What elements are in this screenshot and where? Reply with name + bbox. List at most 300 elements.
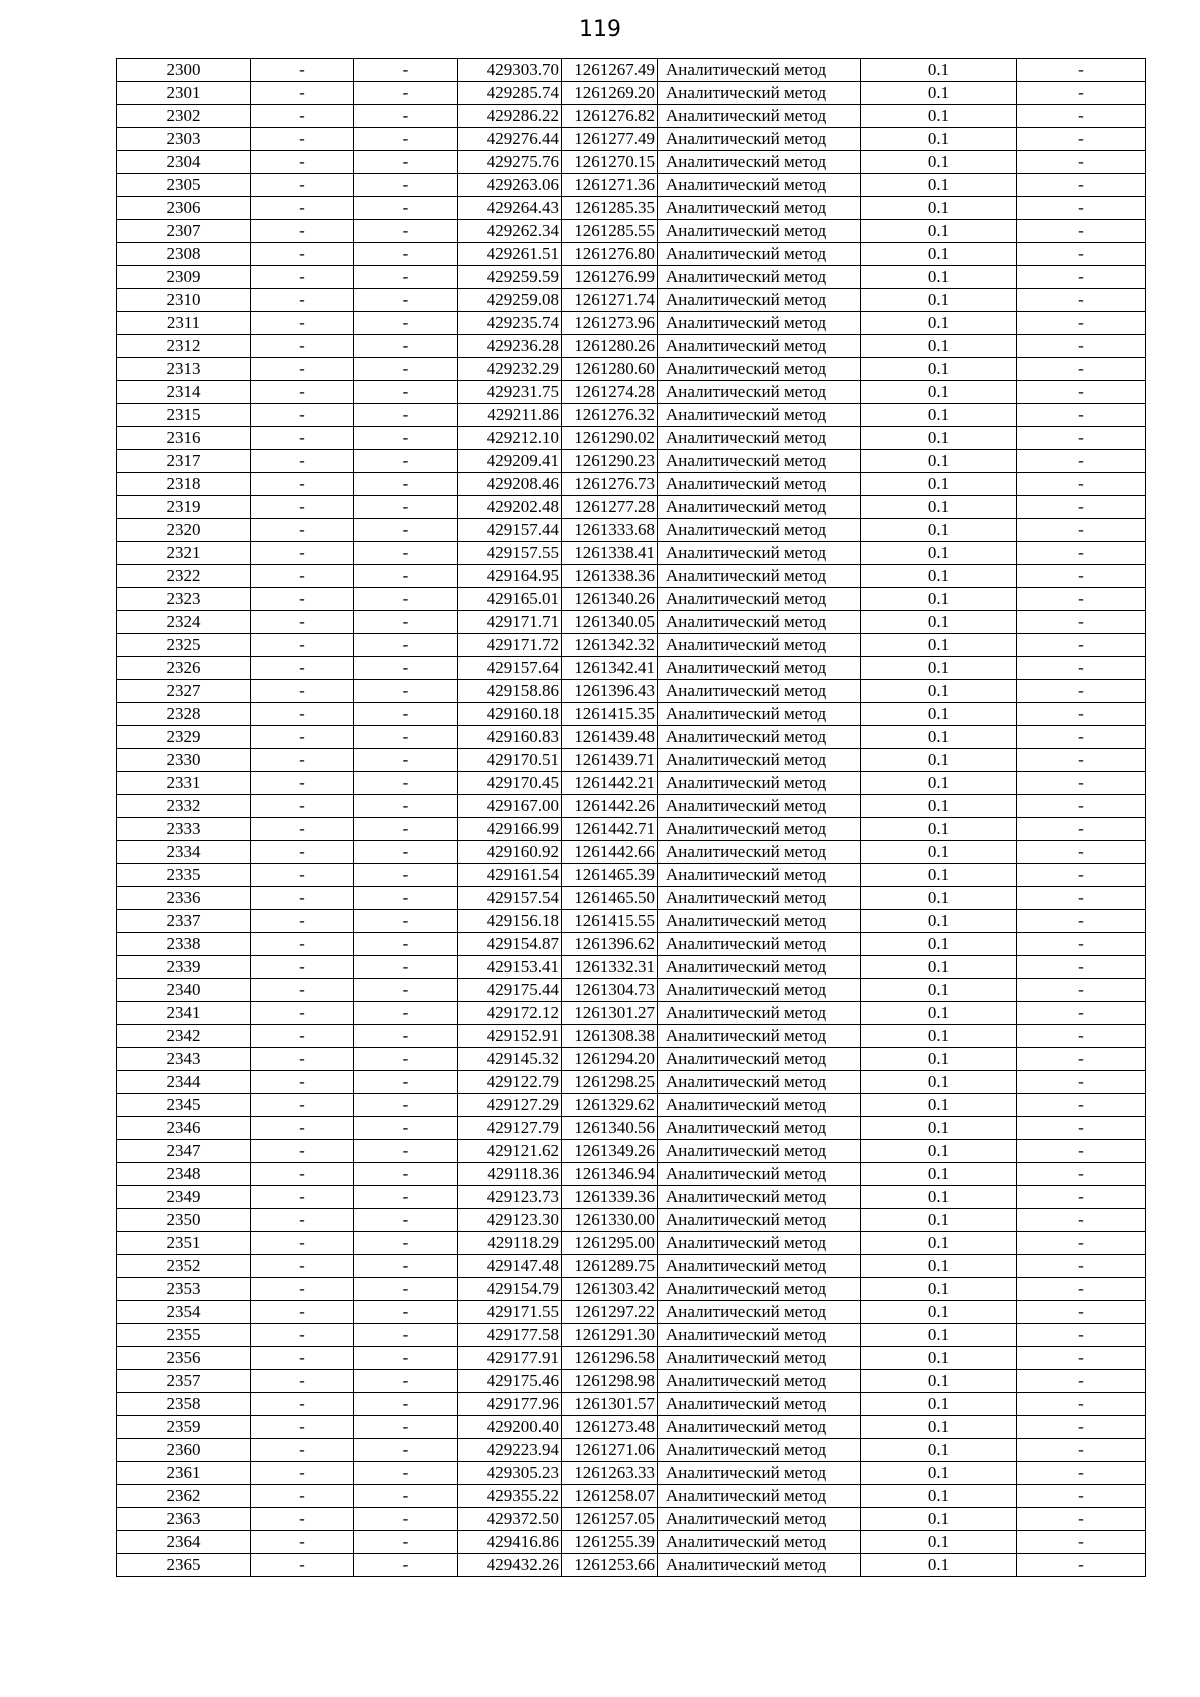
cell-accuracy: 0.1 [861,933,1017,956]
cell-column-8: - [1017,841,1146,864]
cell-column-2: - [251,1324,354,1347]
cell-column-8: - [1017,473,1146,496]
cell-column-3: - [354,933,458,956]
table-row [117,105,1146,128]
cell-coord-y: 1261340.56 [562,1117,658,1140]
cell-coord-y: 1261297.22 [562,1301,658,1324]
cell-column-8: - [1017,864,1146,887]
cell-column-3: - [354,1209,458,1232]
cell-coord-x: 429153.41 [458,956,562,979]
cell-column-8: - [1017,1439,1146,1462]
cell-column-2: - [251,243,354,266]
cell-column-3: - [354,197,458,220]
cell-method: Аналитический метод [658,450,861,473]
cell-coord-x: 429202.48 [458,496,562,519]
cell-accuracy: 0.1 [861,1255,1017,1278]
cell-coord-y: 1261269.20 [562,82,658,105]
cell-column-3: - [354,358,458,381]
cell-accuracy: 0.1 [861,657,1017,680]
table-row [117,795,1146,818]
table-row [117,1209,1146,1232]
table-row [117,1186,1146,1209]
cell-column-8: - [1017,312,1146,335]
cell-column-2: - [251,1370,354,1393]
cell-coord-x: 429127.29 [458,1094,562,1117]
cell-coord-y: 1261339.36 [562,1186,658,1209]
table-row [117,933,1146,956]
cell-method: Аналитический метод [658,772,861,795]
cell-coord-x: 429172.12 [458,1002,562,1025]
table-row [117,266,1146,289]
table-row [117,312,1146,335]
table-row [117,1117,1146,1140]
cell-point-number: 2324 [117,611,251,634]
table-row [117,703,1146,726]
cell-column-2: - [251,1462,354,1485]
cell-coord-x: 429171.71 [458,611,562,634]
cell-point-number: 2365 [117,1554,251,1577]
cell-method: Аналитический метод [658,634,861,657]
cell-accuracy: 0.1 [861,1094,1017,1117]
cell-column-3: - [354,1324,458,1347]
cell-column-3: - [354,450,458,473]
cell-point-number: 2354 [117,1301,251,1324]
cell-coord-x: 429275.76 [458,151,562,174]
cell-method: Аналитический метод [658,519,861,542]
cell-accuracy: 0.1 [861,979,1017,1002]
cell-point-number: 2353 [117,1278,251,1301]
cell-method: Аналитический метод [658,1025,861,1048]
cell-method: Аналитический метод [658,680,861,703]
table-row [117,1048,1146,1071]
cell-column-2: - [251,473,354,496]
table-row [117,887,1146,910]
cell-column-3: - [354,703,458,726]
cell-point-number: 2328 [117,703,251,726]
cell-column-2: - [251,312,354,335]
table-row [117,197,1146,220]
table-row [117,1439,1146,1462]
cell-column-8: - [1017,243,1146,266]
cell-column-3: - [354,542,458,565]
cell-coord-y: 1261346.94 [562,1163,658,1186]
cell-point-number: 2348 [117,1163,251,1186]
cell-column-3: - [354,1025,458,1048]
cell-coord-x: 429160.83 [458,726,562,749]
cell-method: Аналитический метод [658,1163,861,1186]
table-row [117,1163,1146,1186]
cell-coord-y: 1261280.26 [562,335,658,358]
cell-column-2: - [251,841,354,864]
cell-column-8: - [1017,1232,1146,1255]
cell-column-3: - [354,1232,458,1255]
cell-column-2: - [251,151,354,174]
cell-accuracy: 0.1 [861,1278,1017,1301]
cell-accuracy: 0.1 [861,956,1017,979]
cell-column-3: - [354,1508,458,1531]
cell-method: Аналитический метод [658,381,861,404]
cell-column-8: - [1017,450,1146,473]
cell-column-2: - [251,1531,354,1554]
cell-column-8: - [1017,1393,1146,1416]
cell-column-3: - [354,956,458,979]
cell-column-2: - [251,818,354,841]
cell-column-3: - [354,979,458,1002]
cell-point-number: 2326 [117,657,251,680]
cell-accuracy: 0.1 [861,1508,1017,1531]
table-row [117,381,1146,404]
table-row [117,1393,1146,1416]
cell-accuracy: 0.1 [861,887,1017,910]
cell-method: Аналитический метод [658,1370,861,1393]
cell-column-2: - [251,749,354,772]
cell-column-8: - [1017,1048,1146,1071]
cell-point-number: 2313 [117,358,251,381]
cell-method: Аналитический метод [658,1048,861,1071]
cell-column-2: - [251,1485,354,1508]
cell-coord-y: 1261253.66 [562,1554,658,1577]
cell-coord-y: 1261442.71 [562,818,658,841]
cell-column-2: - [251,1140,354,1163]
cell-column-3: - [354,289,458,312]
cell-accuracy: 0.1 [861,450,1017,473]
cell-column-3: - [354,818,458,841]
cell-column-3: - [354,634,458,657]
cell-point-number: 2344 [117,1071,251,1094]
cell-method: Аналитический метод [658,887,861,910]
cell-coord-x: 429177.96 [458,1393,562,1416]
cell-coord-y: 1261276.32 [562,404,658,427]
cell-column-8: - [1017,105,1146,128]
cell-accuracy: 0.1 [861,1163,1017,1186]
table-row [117,82,1146,105]
cell-column-3: - [354,1094,458,1117]
cell-column-3: - [354,841,458,864]
table-row [117,220,1146,243]
cell-column-8: - [1017,1209,1146,1232]
cell-column-8: - [1017,1278,1146,1301]
table-row [117,1347,1146,1370]
cell-column-8: - [1017,772,1146,795]
cell-coord-x: 429164.95 [458,565,562,588]
cell-coord-y: 1261289.75 [562,1255,658,1278]
cell-column-8: - [1017,1462,1146,1485]
cell-accuracy: 0.1 [861,197,1017,220]
cell-method: Аналитический метод [658,1554,861,1577]
cell-method: Аналитический метод [658,611,861,634]
cell-coord-x: 429212.10 [458,427,562,450]
cell-coord-y: 1261271.06 [562,1439,658,1462]
cell-column-8: - [1017,818,1146,841]
cell-method: Аналитический метод [658,1071,861,1094]
cell-coord-y: 1261267.49 [562,59,658,82]
cell-column-2: - [251,1439,354,1462]
table-row [117,519,1146,542]
cell-column-2: - [251,427,354,450]
table-row [117,956,1146,979]
cell-accuracy: 0.1 [861,220,1017,243]
table-row [117,1140,1146,1163]
cell-coord-x: 429157.54 [458,887,562,910]
cell-column-8: - [1017,703,1146,726]
cell-coord-x: 429264.43 [458,197,562,220]
cell-coord-x: 429355.22 [458,1485,562,1508]
cell-coord-x: 429177.58 [458,1324,562,1347]
cell-coord-y: 1261290.02 [562,427,658,450]
cell-column-2: - [251,657,354,680]
cell-column-8: - [1017,542,1146,565]
cell-column-3: - [354,105,458,128]
cell-coord-x: 429209.41 [458,450,562,473]
cell-column-3: - [354,174,458,197]
cell-coord-x: 429259.59 [458,266,562,289]
cell-coord-x: 429160.18 [458,703,562,726]
table-row [117,496,1146,519]
cell-column-3: - [354,1439,458,1462]
cell-coord-x: 429157.64 [458,657,562,680]
cell-accuracy: 0.1 [861,427,1017,450]
cell-column-8: - [1017,887,1146,910]
cell-coord-y: 1261465.39 [562,864,658,887]
cell-column-8: - [1017,588,1146,611]
table-row [117,1255,1146,1278]
cell-column-8: - [1017,1531,1146,1554]
table-row [117,1301,1146,1324]
cell-accuracy: 0.1 [861,795,1017,818]
cell-column-2: - [251,59,354,82]
cell-column-8: - [1017,335,1146,358]
table-row [117,59,1146,82]
cell-coord-y: 1261276.82 [562,105,658,128]
cell-method: Аналитический метод [658,243,861,266]
table-row [117,611,1146,634]
cell-column-8: - [1017,1485,1146,1508]
cell-method: Аналитический метод [658,174,861,197]
cell-method: Аналитический метод [658,795,861,818]
cell-column-3: - [354,473,458,496]
cell-column-8: - [1017,358,1146,381]
cell-accuracy: 0.1 [861,1416,1017,1439]
cell-coord-y: 1261298.25 [562,1071,658,1094]
cell-accuracy: 0.1 [861,772,1017,795]
cell-point-number: 2303 [117,128,251,151]
cell-column-3: - [354,381,458,404]
cell-accuracy: 0.1 [861,1393,1017,1416]
table-row [117,243,1146,266]
cell-accuracy: 0.1 [861,59,1017,82]
cell-accuracy: 0.1 [861,611,1017,634]
cell-point-number: 2311 [117,312,251,335]
cell-column-3: - [354,335,458,358]
cell-coord-x: 429157.44 [458,519,562,542]
cell-point-number: 2320 [117,519,251,542]
cell-method: Аналитический метод [658,59,861,82]
cell-coord-y: 1261285.55 [562,220,658,243]
cell-column-2: - [251,1117,354,1140]
cell-coord-y: 1261338.41 [562,542,658,565]
cell-column-2: - [251,1393,354,1416]
cell-column-2: - [251,174,354,197]
cell-method: Аналитический метод [658,82,861,105]
cell-method: Аналитический метод [658,1416,861,1439]
cell-method: Аналитический метод [658,1485,861,1508]
cell-coord-x: 429223.94 [458,1439,562,1462]
cell-coord-x: 429118.29 [458,1232,562,1255]
cell-point-number: 2349 [117,1186,251,1209]
cell-point-number: 2343 [117,1048,251,1071]
cell-method: Аналитический метод [658,1186,861,1209]
coordinates-table-body [117,59,1146,1577]
cell-method: Аналитический метод [658,1347,861,1370]
cell-column-8: - [1017,197,1146,220]
cell-coord-x: 429262.34 [458,220,562,243]
cell-column-8: - [1017,1186,1146,1209]
cell-coord-y: 1261280.60 [562,358,658,381]
cell-accuracy: 0.1 [861,174,1017,197]
cell-point-number: 2318 [117,473,251,496]
cell-column-2: - [251,1094,354,1117]
cell-column-8: - [1017,680,1146,703]
cell-method: Аналитический метод [658,726,861,749]
cell-coord-x: 429236.28 [458,335,562,358]
cell-column-2: - [251,381,354,404]
cell-method: Аналитический метод [658,841,861,864]
cell-column-3: - [354,404,458,427]
cell-column-2: - [251,1232,354,1255]
cell-coord-y: 1261303.42 [562,1278,658,1301]
cell-coord-x: 429432.26 [458,1554,562,1577]
cell-column-2: - [251,1347,354,1370]
cell-method: Аналитический метод [658,496,861,519]
cell-column-2: - [251,887,354,910]
table-row [117,979,1146,1002]
cell-column-2: - [251,220,354,243]
cell-coord-y: 1261338.36 [562,565,658,588]
table-row [117,1025,1146,1048]
cell-coord-x: 429156.18 [458,910,562,933]
cell-column-2: - [251,703,354,726]
cell-accuracy: 0.1 [861,726,1017,749]
cell-point-number: 2359 [117,1416,251,1439]
cell-column-3: - [354,887,458,910]
cell-column-2: - [251,1255,354,1278]
cell-column-3: - [354,795,458,818]
cell-point-number: 2330 [117,749,251,772]
cell-column-2: - [251,680,354,703]
cell-accuracy: 0.1 [861,1186,1017,1209]
cell-column-2: - [251,611,354,634]
cell-column-3: - [354,151,458,174]
cell-coord-x: 429305.23 [458,1462,562,1485]
cell-coord-y: 1261276.80 [562,243,658,266]
cell-column-2: - [251,105,354,128]
cell-point-number: 2337 [117,910,251,933]
cell-column-8: - [1017,59,1146,82]
cell-point-number: 2352 [117,1255,251,1278]
cell-coord-y: 1261442.21 [562,772,658,795]
cell-coord-y: 1261329.62 [562,1094,658,1117]
cell-column-2: - [251,1416,354,1439]
cell-coord-y: 1261465.50 [562,887,658,910]
cell-point-number: 2322 [117,565,251,588]
table-row [117,1002,1146,1025]
cell-point-number: 2334 [117,841,251,864]
cell-coord-y: 1261415.55 [562,910,658,933]
cell-coord-x: 429123.30 [458,1209,562,1232]
cell-column-3: - [354,1002,458,1025]
cell-accuracy: 0.1 [861,1232,1017,1255]
cell-method: Аналитический метод [658,197,861,220]
cell-column-3: - [354,864,458,887]
cell-accuracy: 0.1 [861,289,1017,312]
cell-point-number: 2325 [117,634,251,657]
cell-coord-x: 429171.72 [458,634,562,657]
cell-column-3: - [354,82,458,105]
cell-column-3: - [354,1255,458,1278]
cell-method: Аналитический метод [658,1393,861,1416]
cell-method: Аналитический метод [658,1232,861,1255]
cell-coord-y: 1261258.07 [562,1485,658,1508]
cell-coord-x: 429127.79 [458,1117,562,1140]
cell-column-8: - [1017,1094,1146,1117]
cell-column-3: - [354,128,458,151]
cell-accuracy: 0.1 [861,82,1017,105]
cell-column-8: - [1017,151,1146,174]
table-row [117,634,1146,657]
cell-column-2: - [251,1163,354,1186]
cell-column-2: - [251,565,354,588]
cell-column-3: - [354,1531,458,1554]
cell-method: Аналитический метод [658,1462,861,1485]
cell-method: Аналитический метод [658,289,861,312]
cell-column-2: - [251,933,354,956]
cell-method: Аналитический метод [658,105,861,128]
cell-point-number: 2304 [117,151,251,174]
cell-accuracy: 0.1 [861,473,1017,496]
cell-method: Аналитический метод [658,312,861,335]
cell-accuracy: 0.1 [861,910,1017,933]
cell-column-3: - [354,1278,458,1301]
cell-point-number: 2338 [117,933,251,956]
cell-accuracy: 0.1 [861,565,1017,588]
table-row [117,174,1146,197]
cell-point-number: 2323 [117,588,251,611]
cell-accuracy: 0.1 [861,128,1017,151]
cell-coord-y: 1261271.74 [562,289,658,312]
cell-coord-y: 1261276.73 [562,473,658,496]
cell-coord-y: 1261301.27 [562,1002,658,1025]
cell-accuracy: 0.1 [861,1025,1017,1048]
cell-coord-y: 1261291.30 [562,1324,658,1347]
cell-method: Аналитический метод [658,1140,861,1163]
cell-column-2: - [251,795,354,818]
cell-coord-y: 1261340.05 [562,611,658,634]
cell-method: Аналитический метод [658,749,861,772]
cell-coord-y: 1261274.28 [562,381,658,404]
page-number: 119 [579,17,621,42]
cell-coord-x: 429165.01 [458,588,562,611]
cell-method: Аналитический метод [658,1002,861,1025]
cell-coord-y: 1261342.41 [562,657,658,680]
table-row [117,657,1146,680]
cell-column-8: - [1017,266,1146,289]
cell-coord-y: 1261330.00 [562,1209,658,1232]
cell-method: Аналитический метод [658,933,861,956]
cell-method: Аналитический метод [658,473,861,496]
cell-column-8: - [1017,910,1146,933]
cell-coord-y: 1261301.57 [562,1393,658,1416]
cell-accuracy: 0.1 [861,1209,1017,1232]
